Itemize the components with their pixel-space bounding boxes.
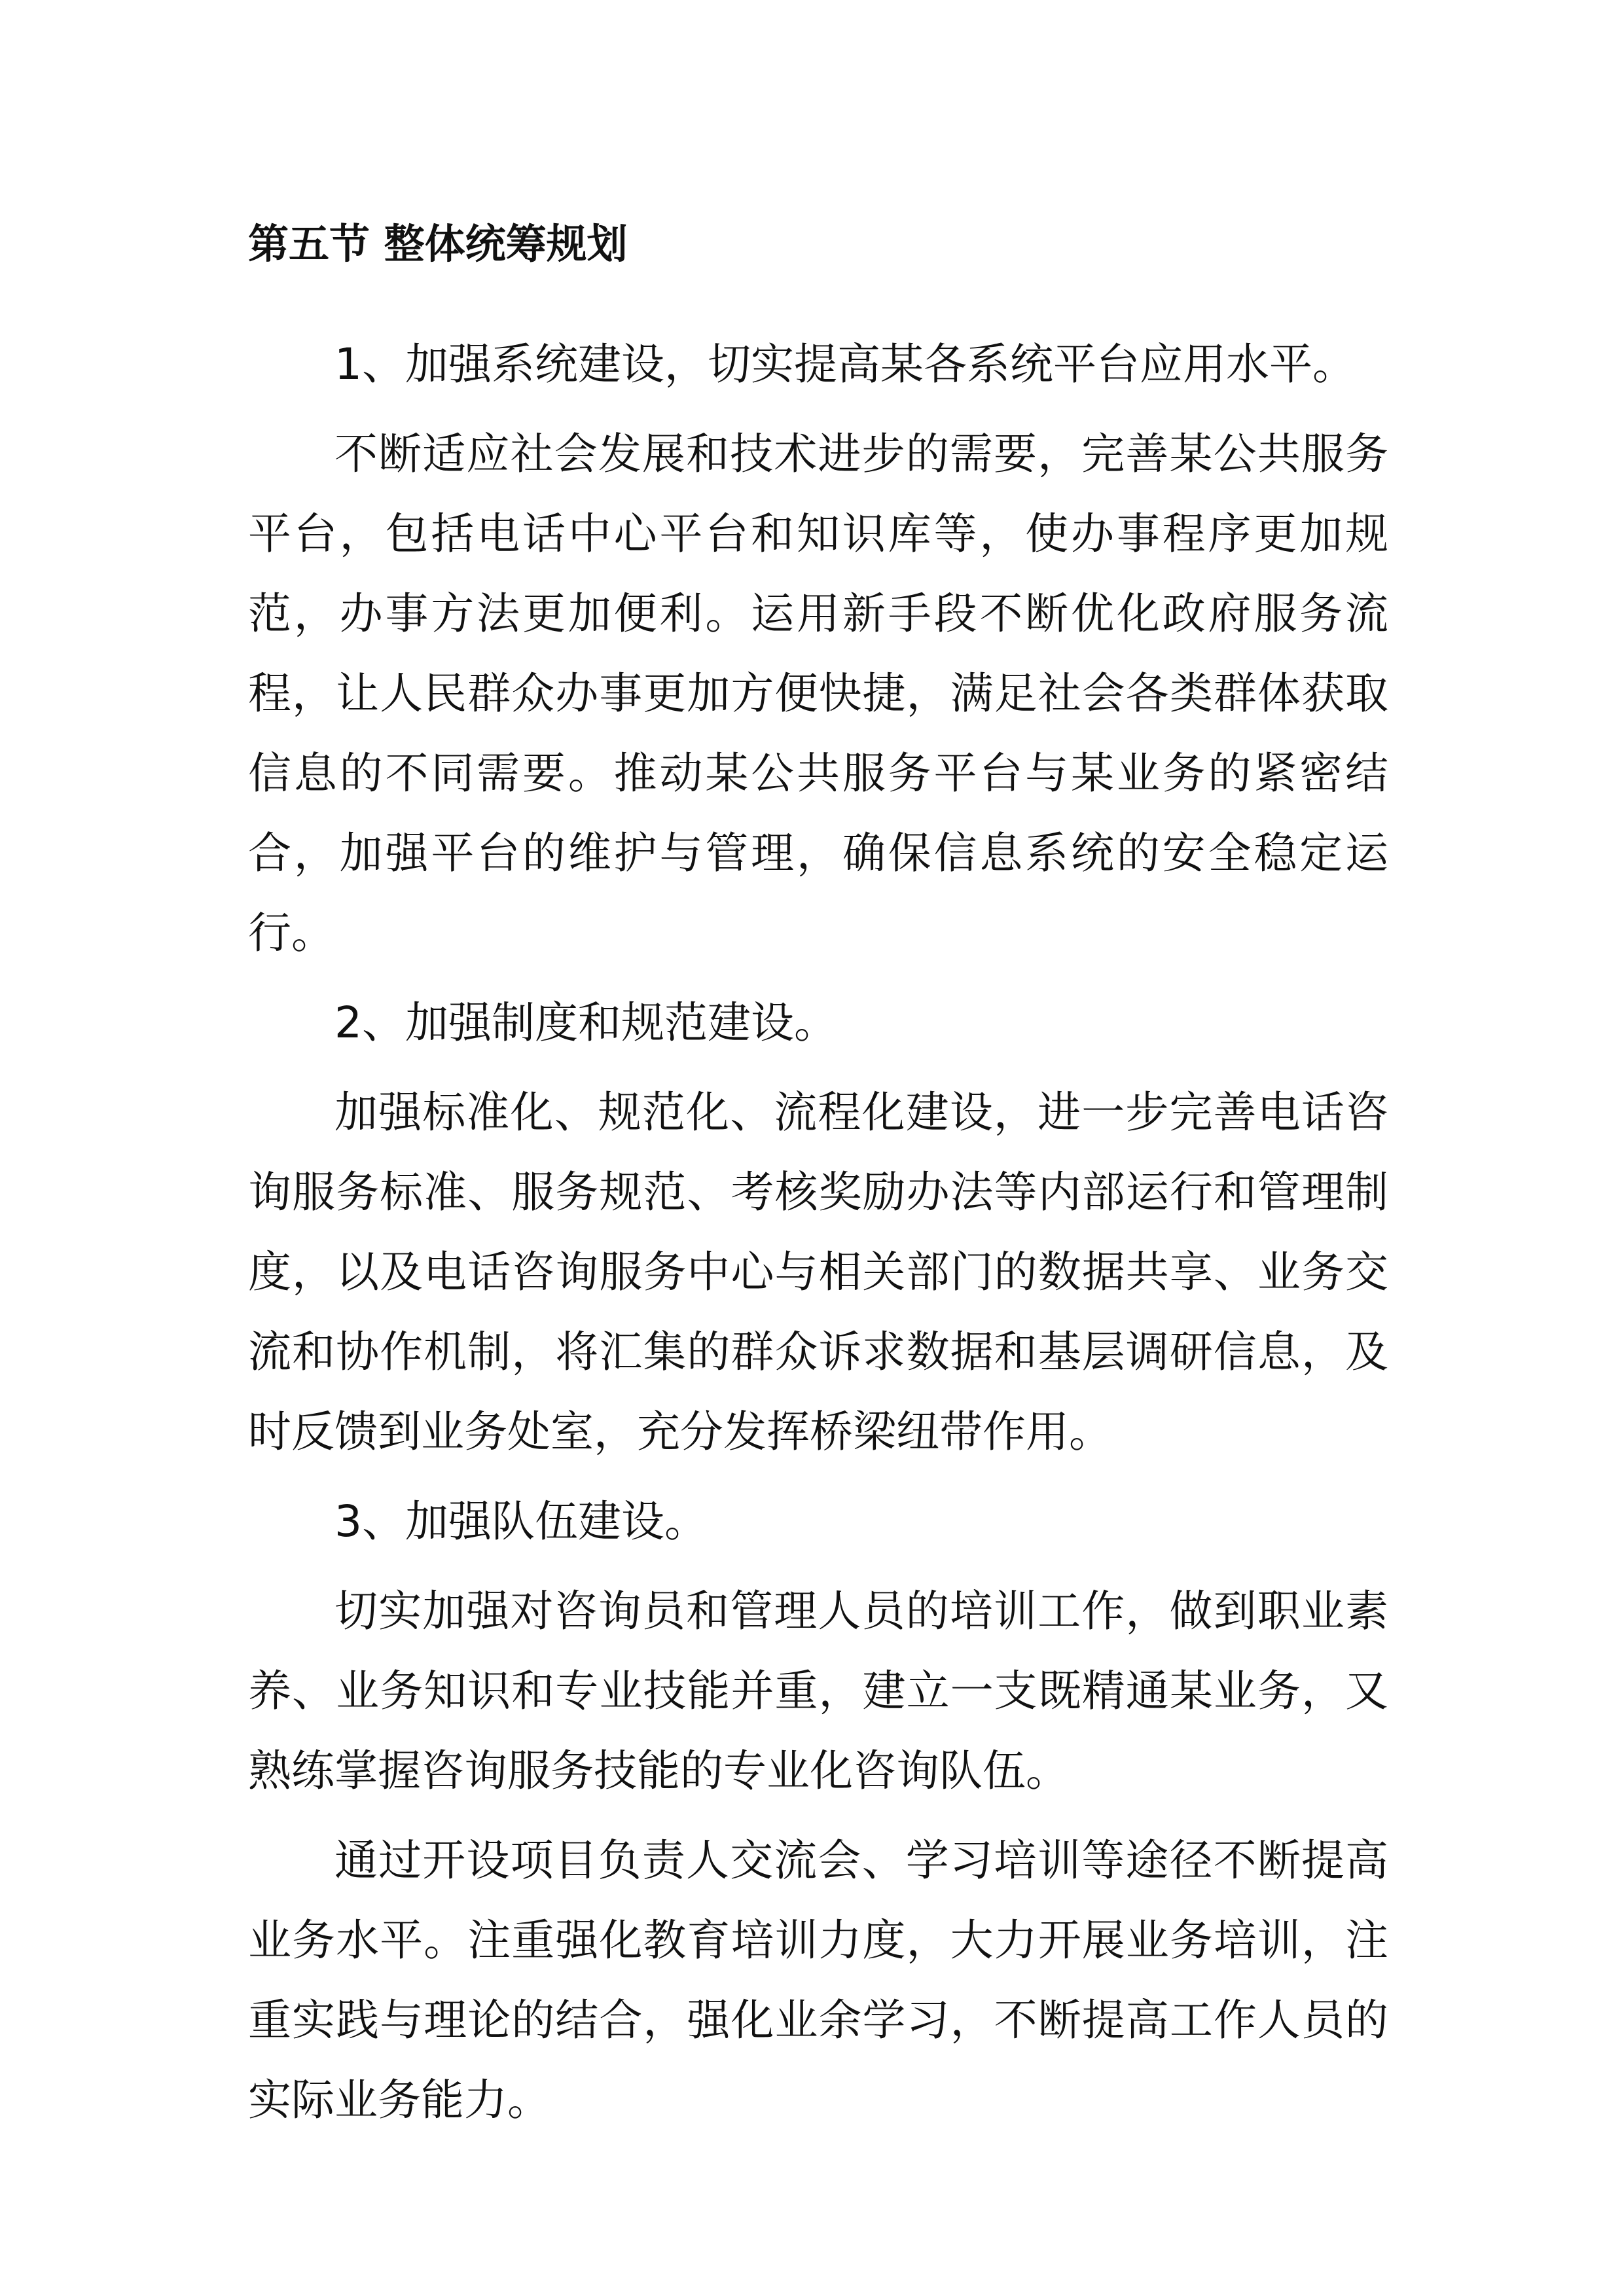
item-3-body-2: 通过开设项目负责人交流会、学习培训等途径不断提高业务水平。注重强化教育培训力度，大力开展业务培训，注重实践与理论的结合，强化业余学习，不断提高工作人员的实际业务能力。 [248,1835,1388,2125]
item-1-body: 不断适应社会发展和技术进步的需要，完善某公共服务平台，包括电话中心平台和知识库等，使办事程序更加规范，办事方法更加便利。运用新手段不断优化政府服务流程，让人民群众办事更加方便快捷，满足社会各类群体获取信息的不同需要。推动某公共服务平台与某业务的紧密结合，加强平台的维护与管理，确保信息系统的安全稳定运行。 [248,429,1388,958]
section-heading: 第五节 整体统筹规划 [248,220,628,268]
item-3-title: 3、加强队伍建设。 [334,1496,708,1547]
item-1-title: 1、加强系统建设，切实提高某各系统平台应用水平。 [334,339,1356,389]
item-3-body-1: 切实加强对咨询员和管理人员的培训工作，做到职业素养、业务知识和专业技能并重，建立一支既精通某业务，又熟练掌握咨询服务技能的专业化咨询队伍。 [248,1586,1388,1796]
item-2-body: 加强标准化、规范化、流程化建设，进一步完善电话咨询服务标准、服务规范、考核奖励办法等内部运行和管理制度，以及电话咨询服务中心与相关部门的数据共享、业务交流和协作机制，将汇集的群众诉求数据和基层调研信息，及时反馈到业务处室，充分发挥桥梁纽带作用。 [248,1087,1388,1457]
item-2-title: 2、加强制度和规范建设。 [334,997,837,1048]
document-page [248,216,1388,2150]
